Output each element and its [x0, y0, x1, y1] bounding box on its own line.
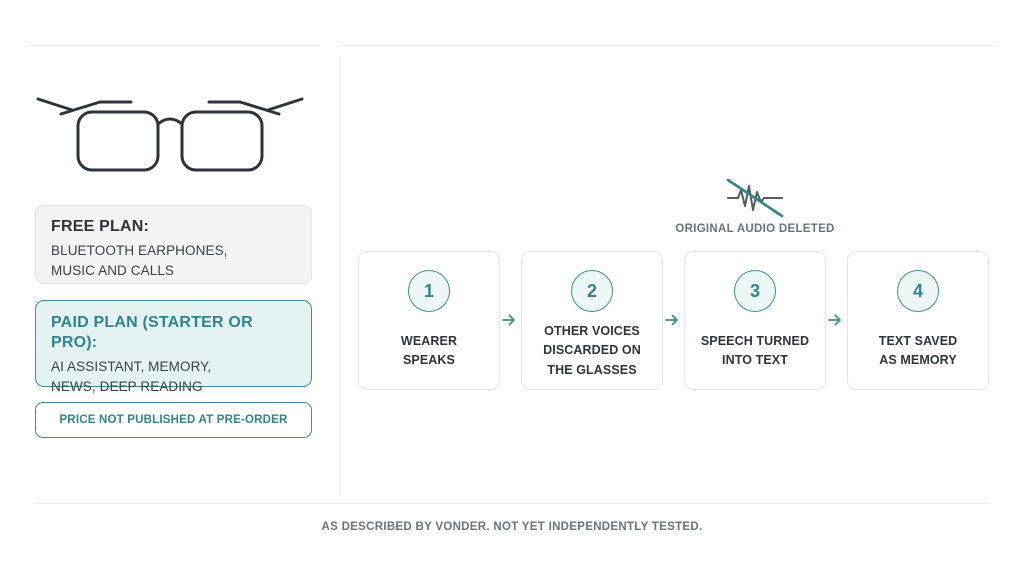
free-plan-title: FREE PLAN:: [51, 218, 149, 235]
column-divider: [339, 58, 340, 496]
free-plan-line-2: MUSIC AND CALLS: [51, 263, 175, 278]
step-text-4: [854, 320, 982, 382]
step-3-line-2: INTO TEXT: [722, 353, 788, 367]
paid-plan-line-2: NEWS, DEEP READING: [51, 379, 203, 394]
step-text-3: [691, 320, 819, 382]
step-card-4: [847, 251, 989, 390]
step-4-line-2: AS MEMORY: [879, 353, 957, 367]
paid-plan-card: [35, 300, 312, 394]
step-1-line-2: SPEAKS: [402, 353, 455, 367]
step-2-line-2: DISCARDED ON: [543, 343, 641, 358]
free-plan-card: [35, 205, 312, 284]
step-card-3: [684, 251, 826, 390]
step-1-line-1: WEARER: [400, 333, 458, 348]
audio-deleted-label: ORIGINAL AUDIO DELETED: [675, 223, 835, 235]
arrow-right-icon: [828, 313, 842, 327]
step-4-line-1: TEXT SAVED: [878, 333, 958, 348]
step-text-1: [365, 320, 493, 382]
step-card-2: [521, 251, 663, 390]
step-number-4: 4: [897, 270, 939, 312]
step-3-line-1: SPEECH TURNED: [700, 333, 810, 348]
step-number-3: 3: [734, 270, 776, 312]
step-number-2: 2: [571, 270, 613, 312]
step-text-2: [528, 320, 656, 382]
paid-plan-title: PAID PLAN (STARTER OR PRO):: [51, 314, 253, 351]
free-plan-line-1: BLUETOOTH EARPHONES,: [51, 243, 228, 258]
step-card-1: [358, 251, 500, 390]
arrow-right-icon: [502, 313, 516, 327]
arrow-right-icon: [665, 313, 679, 327]
paid-plan-line-1: AI ASSISTANT, MEMORY,: [51, 359, 212, 374]
footer-disclaimer: AS DESCRIBED BY VONDER. NOT YET INDEPENDENTLY TESTED.: [321, 521, 703, 533]
top-divider-right: [340, 45, 998, 46]
smart-glasses-icon: [34, 94, 306, 174]
deleted-waveform-icon: [724, 176, 786, 220]
step-2-line-3: THE GLASSES: [547, 362, 637, 377]
bottom-divider: [34, 503, 990, 504]
price-note: PRICE NOT PUBLISHED AT PRE-ORDER: [35, 402, 312, 438]
step-2-line-1: OTHER VOICES: [544, 323, 640, 338]
step-number-1: 1: [408, 270, 450, 312]
top-divider-left: [28, 45, 320, 46]
